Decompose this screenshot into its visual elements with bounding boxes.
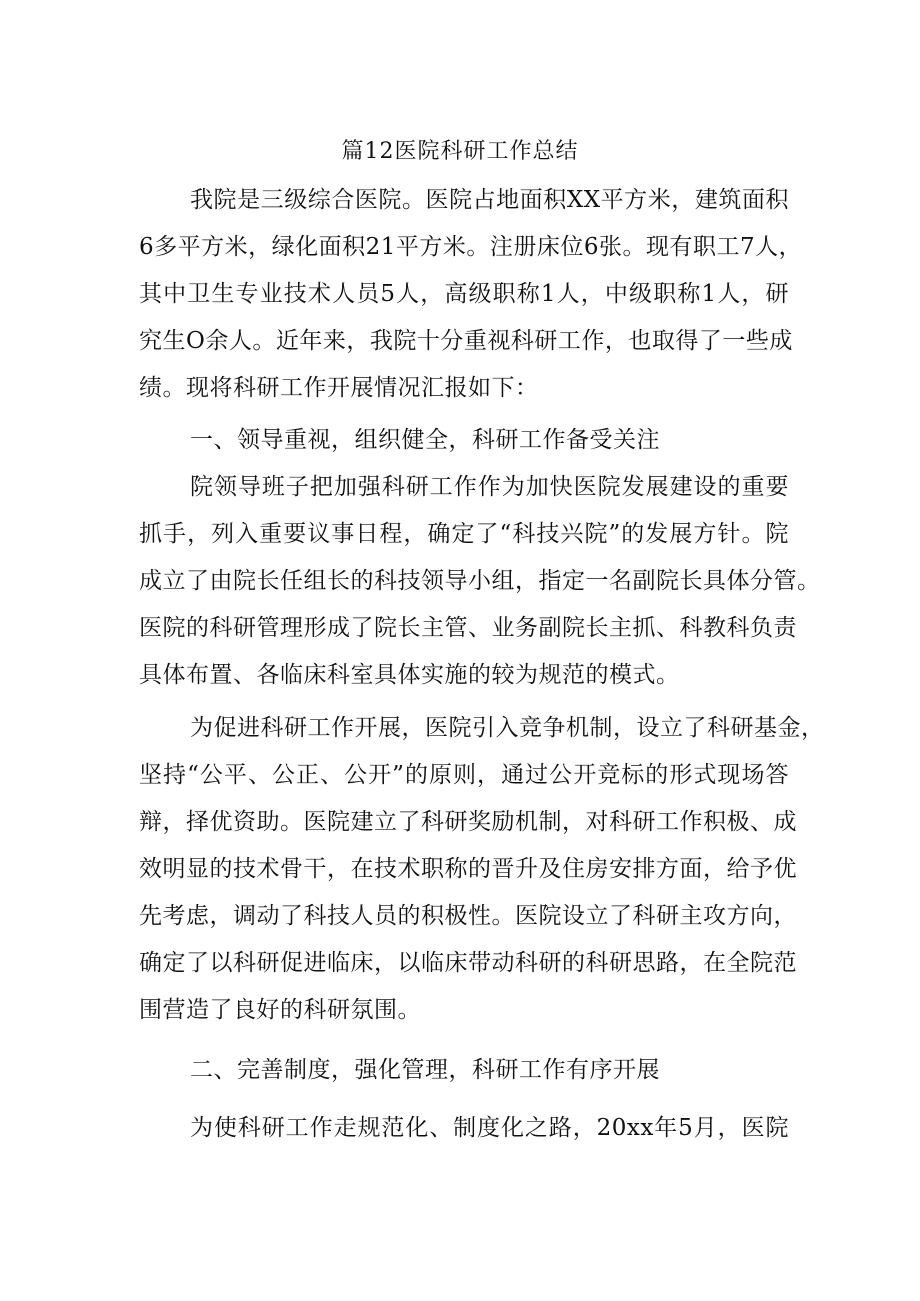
- body-line: 6多平方米，绿化面积21平方米。注册床位6张。现有职工7人，: [139, 234, 803, 260]
- body-line: 为促进科研工作开展，医院引入竞争机制，设立了科研基金，: [190, 715, 825, 741]
- body-line: 医院的科研管理形成了院长主管、业务副院长主抓、科教科负责: [139, 615, 797, 641]
- body-line: 辩，择优资助。医院建立了科研奖励机制，对科研工作积极、成: [139, 809, 797, 835]
- body-line: 为使科研工作走规范化、制度化之路，20xx年5月，医院: [190, 1115, 789, 1141]
- body-line: 我院是三级综合医院。医院占地面积XX平方米，建筑面积: [190, 187, 789, 213]
- body-line: 成立了由院长任组长的科技领导小组，指定一名副院长具体分管。: [139, 568, 821, 594]
- body-line: 其中卫生专业技术人员5人，高级职称1人，中级职称1人，研: [139, 281, 789, 307]
- body-line: 效明显的技术骨干，在技术职称的晋升及住房安排方面，给予优: [139, 856, 797, 882]
- section-heading: 一、领导重视，组织健全，科研工作备受关注: [190, 427, 660, 453]
- body-line: 围营造了良好的科研氛围。: [139, 997, 421, 1023]
- body-line: 确定了以科研促进临床，以临床带动科研的科研思路，在全院范: [139, 950, 797, 976]
- section-heading: 二、完善制度，强化管理，科研工作有序开展: [190, 1057, 660, 1083]
- body-line: 具体布置、各临床科室具体实施的较为规范的模式。: [139, 662, 680, 688]
- body-line: 抓手，列入重要议事日程，确定了“科技兴院”的发展方针。院: [139, 521, 789, 547]
- body-line: 坚持“公平、公正、公开”的原则，通过公开竞标的形式现场答: [139, 762, 789, 788]
- body-line: 究生O余人。近年来，我院十分重视科研工作，也取得了一些成: [139, 328, 793, 354]
- body-line: 院领导班子把加强科研工作作为加快医院发展建设的重要: [190, 474, 789, 500]
- body-line: 绩。现将科研工作开展情况汇报如下：: [139, 375, 539, 401]
- body-line: 先考虑，调动了科技人员的积极性。医院设立了科研主攻方向，: [139, 903, 797, 929]
- document-title: 篇12医院科研工作总结: [341, 139, 579, 164]
